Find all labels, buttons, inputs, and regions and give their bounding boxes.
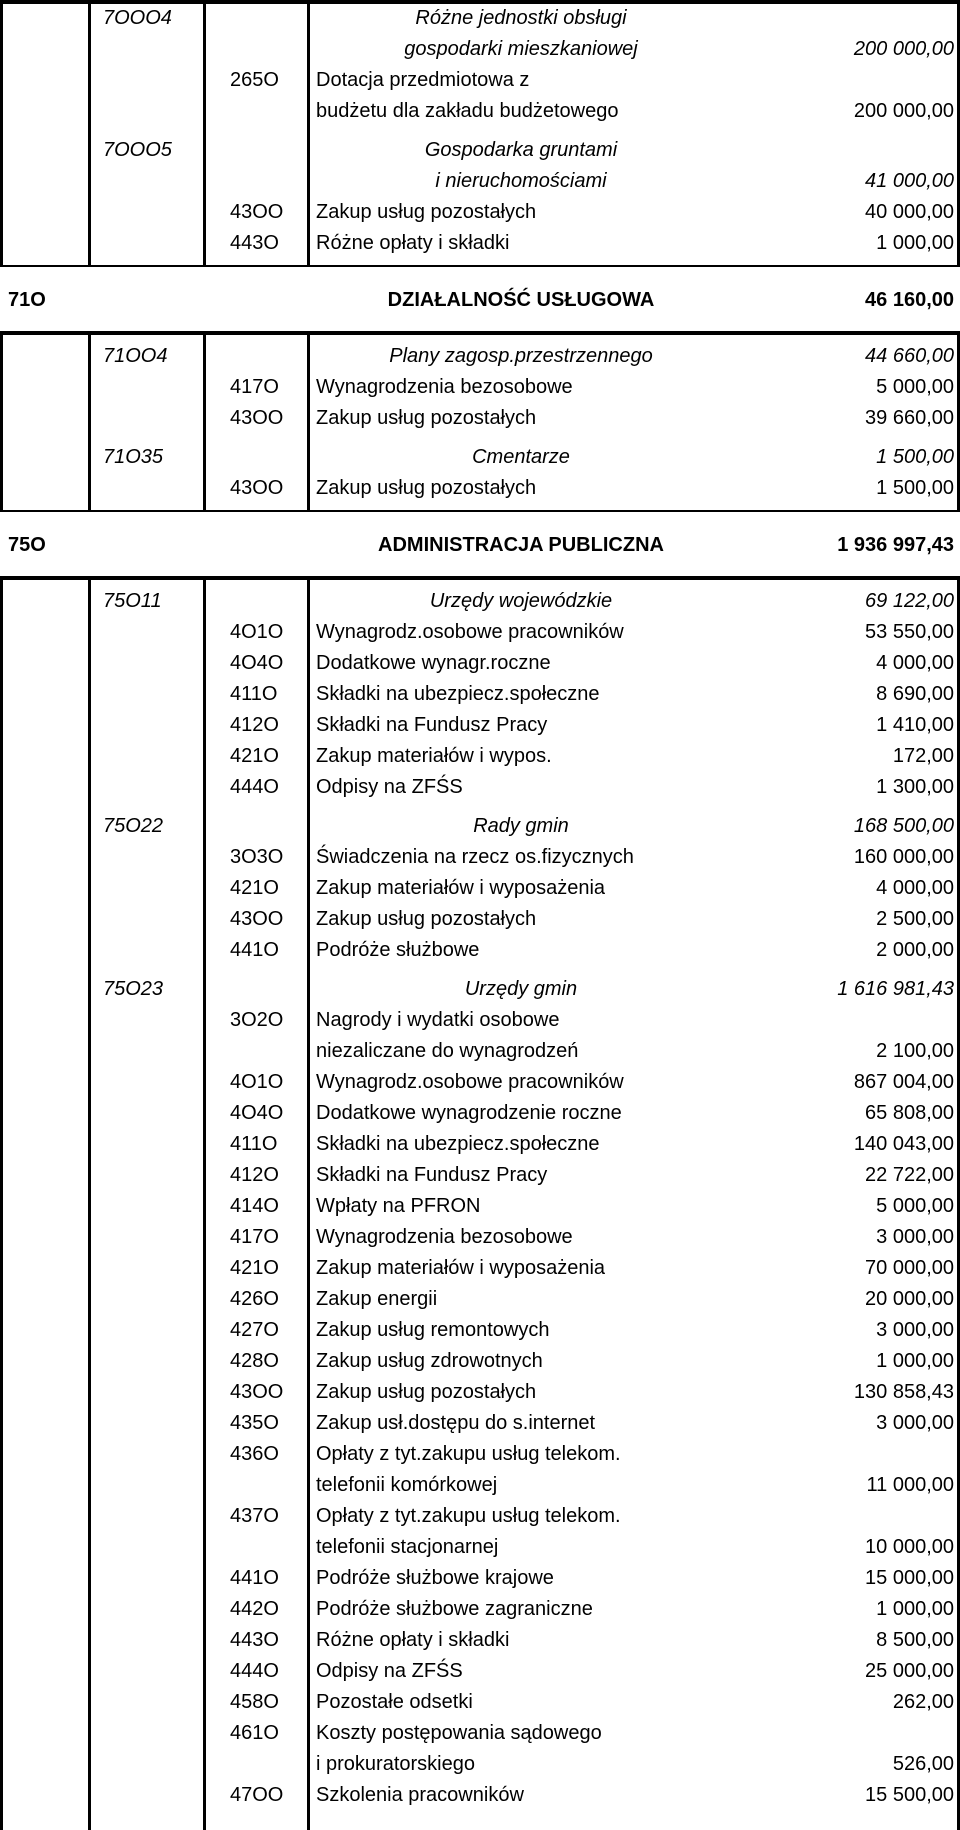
item-description: Dodatkowe wynagr.roczne xyxy=(316,652,551,674)
item-code: 421O xyxy=(230,745,279,767)
row-separator xyxy=(0,576,960,580)
item-description: Zakup materiałów i wyposażenia xyxy=(316,877,606,899)
item-description: Podróże służbowe xyxy=(316,939,480,961)
item-row xyxy=(0,1253,960,1284)
item-row xyxy=(0,1284,960,1315)
section-row xyxy=(0,166,960,197)
item-code: 443O xyxy=(230,232,279,254)
item-code: 458O xyxy=(230,1691,279,1713)
item-description: Nagrody i wydatki osobowe xyxy=(316,1009,560,1031)
item-description: Zakup materiałów i wypos. xyxy=(316,745,552,767)
item-row xyxy=(0,1129,960,1160)
item-description: Składki na Fundusz Pracy xyxy=(316,714,548,736)
section-code: 7OOO4 xyxy=(103,7,172,29)
item-row xyxy=(0,904,960,935)
section-row xyxy=(0,3,960,34)
item-row xyxy=(0,1222,960,1253)
item-row xyxy=(0,96,960,127)
item-row xyxy=(0,473,960,504)
item-amount: 3 000,00 xyxy=(876,1226,954,1248)
section-code: 75O23 xyxy=(103,978,164,1000)
item-amount: 262,00 xyxy=(892,1691,954,1713)
item-amount: 160 000,00 xyxy=(853,846,954,868)
item-amount: 15 500,00 xyxy=(865,1784,954,1806)
item-description: Koszty postępowania sądowego xyxy=(316,1722,602,1744)
item-description: i prokuratorskiego xyxy=(316,1753,475,1775)
item-description: Wynagrodz.osobowe pracowników xyxy=(316,1071,624,1093)
item-row xyxy=(0,1470,960,1501)
item-row xyxy=(0,1160,960,1191)
section-amount: 41 000,00 xyxy=(865,170,954,192)
item-code: 265O xyxy=(230,69,279,91)
item-row xyxy=(0,1439,960,1470)
item-amount: 70 000,00 xyxy=(865,1257,954,1279)
item-amount: 8 690,00 xyxy=(876,683,954,705)
item-code: 436O xyxy=(230,1443,279,1465)
item-description: Zakup usług pozostałych xyxy=(316,477,537,499)
item-description: Dodatkowe wynagrodzenie roczne xyxy=(316,1102,622,1124)
item-row xyxy=(0,772,960,803)
item-description: Składki na ubezpiecz.społeczne xyxy=(316,683,600,705)
item-row xyxy=(0,1656,960,1687)
section-row xyxy=(0,34,960,65)
item-code: 43OO xyxy=(230,407,284,429)
item-description: Zakup usług pozostałych xyxy=(316,1381,537,1403)
item-description: Zakup energii xyxy=(316,1288,438,1310)
division-amount: 46 160,00 xyxy=(865,289,954,311)
item-row xyxy=(0,1036,960,1067)
item-amount: 11 000,00 xyxy=(866,1474,954,1496)
section-amount: 1 616 981,43 xyxy=(837,978,954,1000)
item-row xyxy=(0,1780,960,1811)
item-row xyxy=(0,648,960,679)
item-row xyxy=(0,842,960,873)
item-description: Dotacja przedmiotowa z xyxy=(316,69,530,91)
item-amount: 40 000,00 xyxy=(865,201,954,223)
item-code: 47OO xyxy=(230,1784,284,1806)
item-description: Podróże służbowe krajowe xyxy=(316,1567,554,1589)
item-code: 426O xyxy=(230,1288,279,1310)
section-title: gospodarki mieszkaniowej xyxy=(404,38,638,60)
item-description: Zakup usł.dostępu do s.internet xyxy=(316,1412,596,1434)
item-amount: 4 000,00 xyxy=(876,877,954,899)
item-row xyxy=(0,228,960,259)
section-title: Urzędy gmin xyxy=(464,978,578,1000)
item-code: 461O xyxy=(230,1722,279,1744)
item-description: Różne opłaty i składki xyxy=(316,1629,510,1651)
item-code: 427O xyxy=(230,1319,279,1341)
section-title: Różne jednostki obsługi xyxy=(415,7,627,29)
item-amount: 22 722,00 xyxy=(865,1164,954,1186)
item-row xyxy=(0,741,960,772)
item-description: Zakup materiałów i wyposażenia xyxy=(316,1257,606,1279)
row-separator xyxy=(0,331,960,335)
item-amount: 172,00 xyxy=(892,745,954,767)
section-amount: 69 122,00 xyxy=(865,590,954,612)
item-amount: 140 043,00 xyxy=(853,1133,954,1155)
item-amount: 3 000,00 xyxy=(876,1319,954,1341)
item-amount: 1 300,00 xyxy=(876,776,954,798)
item-amount: 53 550,00 xyxy=(865,621,954,643)
item-row xyxy=(0,197,960,228)
section-amount: 1 500,00 xyxy=(876,446,954,468)
item-code: 43OO xyxy=(230,1381,284,1403)
item-description: Zakup usług remontowych xyxy=(316,1319,550,1341)
section-code: 71OO4 xyxy=(103,345,168,367)
item-description: Szkolenia pracowników xyxy=(316,1784,524,1806)
division-name: ADMINISTRACJA PUBLICZNA xyxy=(378,534,664,556)
item-row xyxy=(0,1098,960,1129)
item-code: 412O xyxy=(230,714,279,736)
item-description: Opłaty z tyt.zakupu usług telekom. xyxy=(316,1505,621,1527)
item-amount: 25 000,00 xyxy=(865,1660,954,1682)
item-row xyxy=(0,1346,960,1377)
division-amount: 1 936 997,43 xyxy=(837,534,954,556)
item-row xyxy=(0,403,960,434)
item-amount: 1 000,00 xyxy=(876,232,954,254)
division-row xyxy=(0,512,960,578)
item-description: Opłaty z tyt.zakupu usług telekom. xyxy=(316,1443,621,1465)
section-code: 7OOO5 xyxy=(103,139,172,161)
item-description: Zakup usług pozostałych xyxy=(316,908,537,930)
item-code: 443O xyxy=(230,1629,279,1651)
item-row xyxy=(0,1625,960,1656)
section-row xyxy=(0,974,960,1005)
item-description: budżetu dla zakładu budżetowego xyxy=(316,100,619,122)
item-code: 417O xyxy=(230,376,279,398)
section-title: Rady gmin xyxy=(473,815,569,837)
item-row xyxy=(0,1594,960,1625)
item-description: Różne opłaty i składki xyxy=(316,232,510,254)
item-code: 4O1O xyxy=(230,1071,284,1093)
item-description: Odpisy na ZFŚS xyxy=(316,1660,463,1682)
item-code: 3O3O xyxy=(230,846,284,868)
item-row xyxy=(0,1315,960,1346)
item-amount: 2 000,00 xyxy=(876,939,954,961)
section-row xyxy=(0,442,960,473)
section-code: 75O11 xyxy=(103,590,162,612)
item-row xyxy=(0,1718,960,1749)
item-code: 444O xyxy=(230,776,279,798)
item-amount: 10 000,00 xyxy=(865,1536,954,1558)
item-code: 421O xyxy=(230,877,279,899)
item-amount: 1 500,00 xyxy=(876,477,954,499)
item-description: Składki na Fundusz Pracy xyxy=(316,1164,548,1186)
section-code: 75O22 xyxy=(103,815,164,837)
section-title: Gospodarka gruntami xyxy=(424,139,618,161)
section-row xyxy=(0,811,960,842)
item-row xyxy=(0,1377,960,1408)
item-description: Składki na ubezpiecz.społeczne xyxy=(316,1133,600,1155)
item-row xyxy=(0,1408,960,1439)
item-code: 441O xyxy=(230,939,279,961)
item-description: Podróże służbowe zagraniczne xyxy=(316,1598,593,1620)
item-amount: 65 808,00 xyxy=(865,1102,954,1124)
item-row xyxy=(0,1191,960,1222)
item-code: 442O xyxy=(230,1598,279,1620)
item-description: Zakup usług zdrowotnych xyxy=(316,1350,543,1372)
item-code: 43OO xyxy=(230,201,284,223)
section-row xyxy=(0,341,960,372)
item-amount: 1 000,00 xyxy=(876,1350,954,1372)
item-code: 3O2O xyxy=(230,1009,284,1031)
section-row xyxy=(0,586,960,617)
item-row xyxy=(0,679,960,710)
item-description: Zakup usług pozostałych xyxy=(316,407,537,429)
item-description: Wynagrodz.osobowe pracowników xyxy=(316,621,624,643)
section-amount: 168 500,00 xyxy=(853,815,954,837)
item-amount: 130 858,43 xyxy=(853,1381,954,1403)
item-amount: 20 000,00 xyxy=(865,1288,954,1310)
section-code: 71O35 xyxy=(103,446,164,468)
item-code: 444O xyxy=(230,1660,279,1682)
item-description: Świadczenia na rzecz os.fizycznych xyxy=(316,846,634,868)
item-row xyxy=(0,1067,960,1098)
item-amount: 2 500,00 xyxy=(876,908,954,930)
item-description: Wynagrodzenia bezosobowe xyxy=(316,376,573,398)
item-description: Wynagrodzenia bezosobowe xyxy=(316,1226,573,1248)
item-description: telefonii komórkowej xyxy=(316,1474,498,1496)
item-code: 411O xyxy=(230,1133,278,1155)
item-amount: 15 000,00 xyxy=(865,1567,954,1589)
item-amount: 200 000,00 xyxy=(853,100,954,122)
section-title: Cmentarze xyxy=(472,446,570,468)
item-code: 43OO xyxy=(230,908,284,930)
section-amount: 200 000,00 xyxy=(853,38,954,60)
item-description: Zakup usług pozostałych xyxy=(316,201,537,223)
item-row xyxy=(0,617,960,648)
item-row xyxy=(0,372,960,403)
item-description: Odpisy na ZFŚS xyxy=(316,776,463,798)
item-description: niezaliczane do wynagrodzeń xyxy=(316,1040,579,1062)
item-code: 435O xyxy=(230,1412,279,1434)
division-name: DZIAŁALNOŚĆ USŁUGOWA xyxy=(387,289,655,311)
item-code: 412O xyxy=(230,1164,279,1186)
item-row xyxy=(0,935,960,966)
section-title: Urzędy wojewódzkie xyxy=(429,590,613,612)
item-code: 417O xyxy=(230,1226,279,1248)
item-row xyxy=(0,65,960,96)
item-code: 43OO xyxy=(230,477,284,499)
item-row xyxy=(0,1687,960,1718)
item-amount: 867 004,00 xyxy=(853,1071,954,1093)
item-row xyxy=(0,1749,960,1780)
item-row xyxy=(0,1532,960,1563)
item-code: 414O xyxy=(230,1195,279,1217)
item-code: 4O1O xyxy=(230,621,284,643)
item-amount: 1 410,00 xyxy=(876,714,954,736)
item-code: 4O4O xyxy=(230,652,284,674)
division-code: 75O xyxy=(8,534,46,556)
item-amount: 3 000,00 xyxy=(876,1412,954,1434)
item-row xyxy=(0,1563,960,1594)
item-code: 4O4O xyxy=(230,1102,284,1124)
section-title: i nieruchomościami xyxy=(435,170,607,192)
item-amount: 39 660,00 xyxy=(865,407,954,429)
item-code: 421O xyxy=(230,1257,279,1279)
item-amount: 5 000,00 xyxy=(876,1195,954,1217)
item-code: 441O xyxy=(230,1567,279,1589)
item-row xyxy=(0,1501,960,1532)
item-amount: 5 000,00 xyxy=(876,376,954,398)
section-title: Plany zagosp.przestrzennego xyxy=(389,345,653,367)
item-code: 428O xyxy=(230,1350,279,1372)
division-code: 71O xyxy=(8,289,46,311)
item-amount: 8 500,00 xyxy=(876,1629,954,1651)
item-row xyxy=(0,710,960,741)
section-row xyxy=(0,135,960,166)
item-code: 437O xyxy=(230,1505,279,1527)
item-row xyxy=(0,873,960,904)
item-amount: 2 100,00 xyxy=(876,1040,954,1062)
item-description: Wpłaty na PFRON xyxy=(316,1195,481,1217)
item-description: Pozostałe odsetki xyxy=(316,1691,473,1713)
section-amount: 44 660,00 xyxy=(865,345,954,367)
item-amount: 526,00 xyxy=(892,1753,954,1775)
item-code: 411O xyxy=(230,683,278,705)
item-amount: 1 000,00 xyxy=(876,1598,954,1620)
item-row xyxy=(0,1005,960,1036)
division-row xyxy=(0,267,960,333)
item-description: telefonii stacjonarnej xyxy=(316,1536,499,1558)
item-amount: 4 000,00 xyxy=(876,652,954,674)
